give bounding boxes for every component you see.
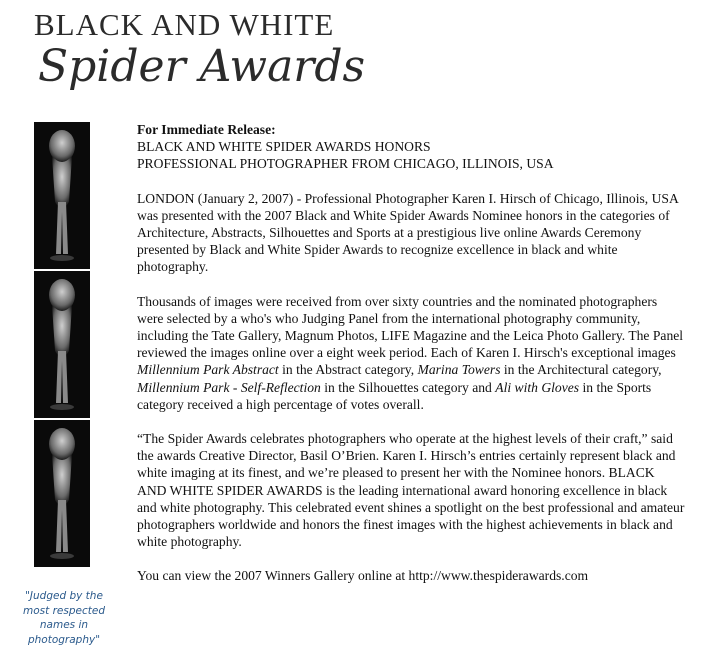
image-title-sports: Ali with Gloves xyxy=(495,379,580,395)
tagline: "Judged by the most respected names in photography" xyxy=(23,590,105,646)
release-label: For Immediate Release: xyxy=(137,122,276,137)
press-release xyxy=(137,121,685,602)
judging-text: in the Silhouettes category and xyxy=(320,379,496,395)
paragraph-judging xyxy=(137,293,685,413)
image-title-silhouette: Millennium Park - Self-Reflection xyxy=(137,379,321,395)
spider-awards-logo xyxy=(34,7,366,98)
judging-intro: Thousands of images were received from over sixty countries and the nominated photographers were selected by a who's who Judging Panel from the international photography community, including the Tate Gallery, Magnum Photos, LIFE Magazine and the Leica Photo Gallery. The Panel reviewed the images online over a eight week period. Each of Karen I. Hirsch's exceptional images xyxy=(137,293,684,361)
paragraph-quote: “The Spider Awards celebrates photographers who operate at the highest levels of their craft,” said the awards Creative Director, Basil O’Brien. Karen I. Hirsch’s entries certainly represent black and white imaging at its finest, and we’re pleased to present her with the Nominee honors. BLACK AND WHITE SPIDER AWARDS is the leading international award honoring excellence in black and white photography. This celebrated event shines a spotlight on the best professional and amateur photographers worldwide and honors the finest images with the highest achievements in black and white photography. xyxy=(137,431,685,550)
figure-photo xyxy=(34,271,90,418)
judging-text: in the Sports category received a high percentage of votes overall. xyxy=(137,379,652,412)
headline-line-2: PROFESSIONAL PHOTOGRAPHER FROM CHICAGO, ILLINOIS, USA xyxy=(137,156,554,172)
logo-title: BLACK AND WHITE xyxy=(34,7,335,42)
figure-photo xyxy=(34,122,90,269)
figure-photo xyxy=(34,420,90,567)
judging-text: in the Abstract category, xyxy=(278,362,418,378)
logo-script-title: Spider Awards xyxy=(38,41,366,92)
photo-strip xyxy=(34,122,90,569)
paragraph-gallery-link: You can view the 2007 Winners Gallery online at http://www.thespiderawards.com xyxy=(137,568,589,584)
headline-line-1: BLACK AND WHITE SPIDER AWARDS HONORS xyxy=(137,139,431,155)
paragraph-announcement: LONDON (January 2, 2007) - Professional Photographer Karen I. Hirsch of Chicago, Illinois, USA was presented with the 2007 Black and White Spider Awards Nominee honors in the categories of Architecture, Abstracts, Silhouettes and Sports at a prestigious live online Awards Ceremony presented by Black and White Spider Awards to recognize excellence in black and white photography. xyxy=(137,190,679,275)
image-title-abstract: Millennium Park Abstract xyxy=(137,362,279,378)
release-header xyxy=(137,121,685,173)
image-title-architecture: Marina Towers xyxy=(417,362,501,378)
judging-text: in the Architectural category, xyxy=(500,362,662,378)
